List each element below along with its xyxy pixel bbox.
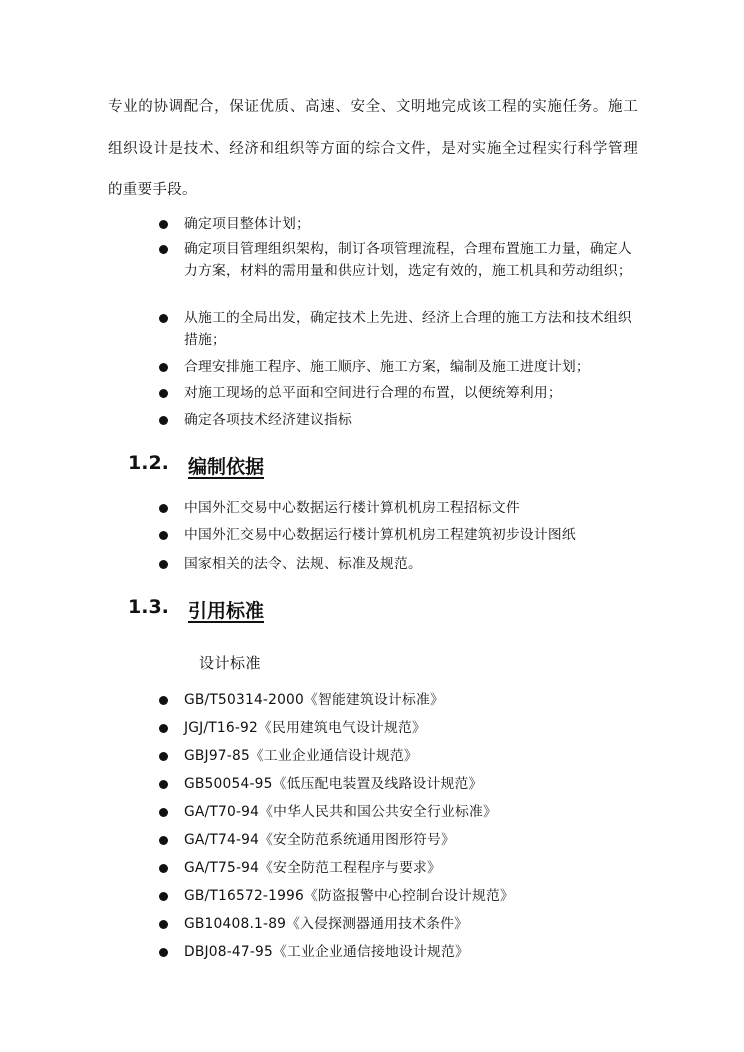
bullet-icon (159, 780, 168, 789)
subheading: 设计标准 (199, 654, 262, 672)
bullet-icon (159, 864, 168, 873)
list-item-text: GA/T74-94《安全防范系统通用图形符号》 (184, 832, 456, 848)
bullet-icon (159, 416, 168, 425)
list-item-text: 国家相关的法令、法规、标准及规范。 (184, 556, 422, 572)
list-item-text: 确定各项技术经济建议指标 (184, 412, 352, 428)
list-item-text: GA/T70-94《中华人民共和国公共安全行业标准》 (184, 804, 498, 820)
bullet-icon (159, 363, 168, 372)
list-item-text: DBJ08-47-95《工业企业通信接地设计规范》 (184, 944, 469, 960)
list-item-text: 中国外汇交易中心数据运行楼计算机机房工程建筑初步设计图纸 (184, 527, 576, 543)
list-item-text: 确定项目管理组织架构，制订各项管理流程，合理布置施工力量，确定人力方案，材料的需用量和供应计划，选定有效的，施工机具和劳动组织； (184, 241, 632, 279)
list-item-text: 从施工的全局出发，确定技术上先进、经济上合理的施工方法和技术组织措施； (184, 310, 632, 348)
list-item-text: GB10408.1-89《入侵探测器通用技术条件》 (184, 916, 469, 932)
bullet-icon (159, 531, 168, 540)
bullet-icon (159, 920, 168, 929)
list-item-text: JGJ/T16-92《民用建筑电气设计规范》 (184, 720, 426, 736)
list-item-text: 合理安排施工程序、施工顺序、施工方案，编制及施工进度计划； (184, 359, 590, 375)
bullet-icon (159, 220, 168, 229)
bullet-icon (159, 504, 168, 513)
section-title: 编制依据 (188, 456, 265, 478)
list-item-text: 对施工现场的总平面和空间进行合理的布置，以便统筹利用； (184, 385, 562, 401)
bullet-icon (159, 948, 168, 957)
section-number: 1.2. (128, 452, 169, 474)
bullet-icon (159, 724, 168, 733)
bullet-icon (159, 696, 168, 705)
bullet-icon (159, 245, 168, 254)
section-number: 1.3. (128, 596, 169, 618)
list-item-text: GBJ97-85《工业企业通信设计规范》 (184, 748, 418, 764)
list-item-text: GB/T50314-2000《智能建筑设计标准》 (184, 692, 444, 708)
bullet-icon (159, 752, 168, 761)
list-item-text: 中国外汇交易中心数据运行楼计算机机房工程招标文件 (184, 500, 520, 516)
list-item-text: 确定项目整体计划； (184, 216, 310, 232)
intro-paragraph: 专业的协调配合，保证优质、高速、安全、文明地完成该工程的实施任务。施工组织设计是技术、经济和组织等方面的综合文件，是对实施全过程实行科学管理的重要手段。 (108, 99, 638, 198)
bullet-icon (159, 892, 168, 901)
list-item-text: GB50054-95《低压配电装置及线路设计规范》 (184, 776, 483, 792)
bullet-icon (159, 314, 168, 323)
bullet-icon (159, 836, 168, 845)
list-item-text: GA/T75-94《安全防范工程程序与要求》 (184, 860, 442, 876)
bullet-icon (159, 389, 168, 398)
bullet-icon (159, 808, 168, 817)
bullet-icon (159, 560, 168, 569)
list-item-text: GB/T16572-1996《防盗报警中心控制台设计规范》 (184, 888, 514, 904)
section-title: 引用标准 (188, 600, 265, 622)
